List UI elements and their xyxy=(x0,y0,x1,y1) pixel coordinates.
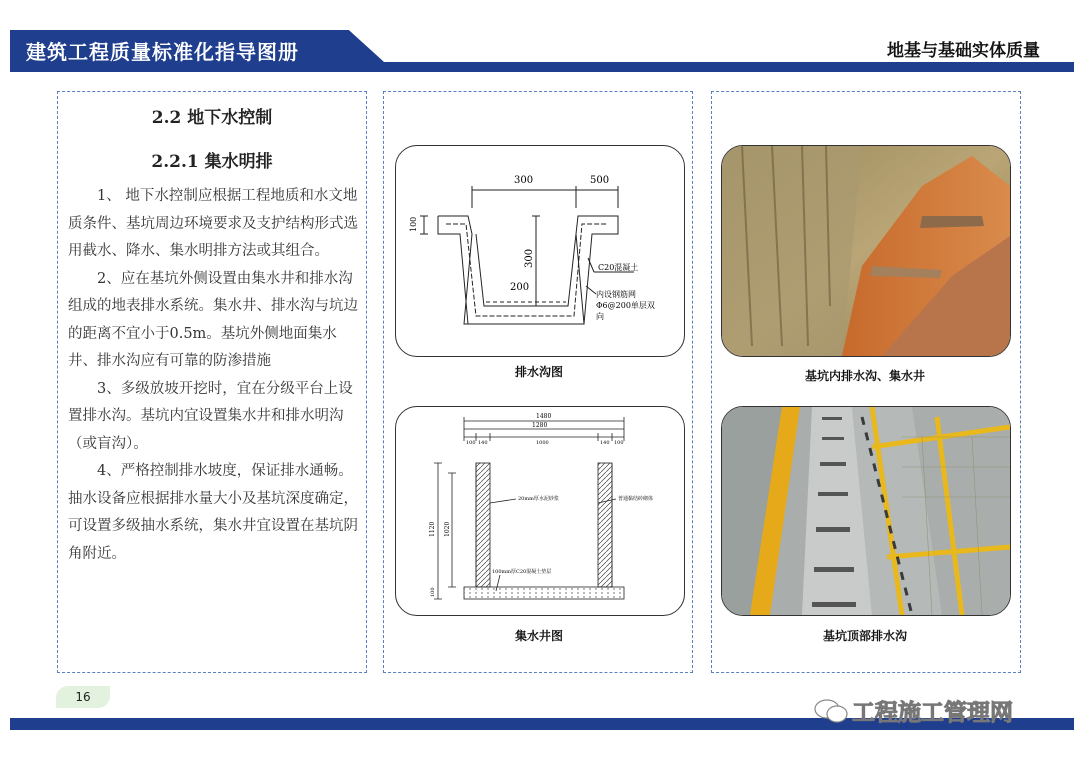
paragraph-1: 1、 地下水控制应根据工程地质和水文地质条件、基坑周边环境要求及支护结构形式选用截水、降水、集水明排方法或其组合。 xyxy=(68,188,358,259)
well-dim-c: 1000 xyxy=(536,440,549,446)
top-ditch-image xyxy=(722,407,1010,615)
ditch-note-rebar-2: Φ6@200单层双 xyxy=(596,301,655,310)
pit-ditch-caption: 基坑内排水沟、集水井 xyxy=(804,369,925,383)
ditch-drawing xyxy=(395,145,685,357)
pit-ditch-image xyxy=(722,146,1010,356)
well-dim-d: 140 xyxy=(600,440,610,446)
well-note-plaster: 20mm厚水泥砂浆 xyxy=(518,496,559,502)
wechat-icon xyxy=(814,698,848,724)
subsection-title: 2.2.1 集水明排 xyxy=(151,152,273,172)
paragraph-4: 4、严格控制排水坡度，保证排水通畅。抽水设备应根据排水量大小及基坑深度确定，可设置多级抽水系统，集水井宜设置在基坑阴角附近。 xyxy=(68,463,358,562)
ditch-note-rebar-1: 内设钢筋网 xyxy=(596,290,636,299)
watermark: 工程施工管理网 xyxy=(852,700,1013,726)
page-number: 16 xyxy=(56,686,110,708)
section-title: 2.2 地下水控制 xyxy=(151,108,273,128)
well-dim-total: 1480 xyxy=(536,413,552,420)
well-dim-inner: 1280 xyxy=(532,422,548,429)
ditch-caption: 排水沟图 xyxy=(514,365,563,379)
well-section-drawing xyxy=(396,407,684,615)
paragraph-2: 2、应在基坑外侧设置由集水井和排水沟组成的地表排水系统。集水井、排水沟与坑边的距离不宜小于0.5m。基坑外侧地面集水井、排水沟应有可靠的防渗措施 xyxy=(68,270,358,369)
book-title: 建筑工程质量标准化指导图册 xyxy=(26,40,299,64)
top-ditch-caption: 基坑顶部排水沟 xyxy=(822,629,907,643)
pit-ditch-photo xyxy=(721,145,1011,357)
ditch-dim-side: 100 xyxy=(409,216,418,232)
ditch-section-drawing xyxy=(396,146,684,356)
top-ditch-photo xyxy=(721,406,1011,616)
ditch-dim-bottom: 200 xyxy=(510,282,530,293)
chapter-title: 地基与基础实体质量 xyxy=(887,41,1040,61)
ditch-note-concrete: C20混凝土 xyxy=(598,263,639,272)
well-dim-h2: 1020 xyxy=(444,521,451,537)
well-drawing xyxy=(395,406,685,616)
well-dim-a: 100 xyxy=(466,440,476,446)
well-dim-h1: 1120 xyxy=(429,521,436,537)
well-dim-e: 100 xyxy=(614,440,624,446)
section-body xyxy=(68,183,358,568)
ditch-dim-top-right: 500 xyxy=(590,175,610,186)
ditch-dim-depth: 300 xyxy=(524,248,535,268)
well-note-wall: 普通黏结砖砌体 xyxy=(618,496,654,502)
paragraph-3: 3、多级放坡开挖时，宜在分级平台上设置排水沟。基坑内宜设置集水井和排水明沟（或盲沟）。 xyxy=(68,380,353,452)
well-note-floor: 100mm厚C20混凝土垫层 xyxy=(492,569,552,575)
well-dim-base: 100 xyxy=(430,587,436,597)
ditch-note-rebar-3: 向 xyxy=(596,312,604,321)
well-caption: 集水井图 xyxy=(514,629,563,643)
ditch-dim-top-left: 300 xyxy=(514,175,534,186)
well-dim-b: 140 xyxy=(478,440,488,446)
